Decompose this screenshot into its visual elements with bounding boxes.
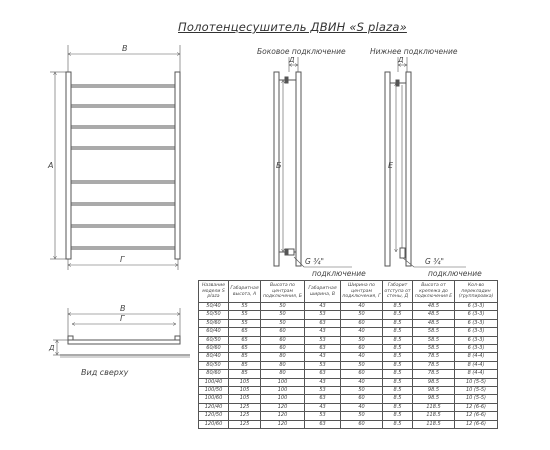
table-cell: 100/40 [199,378,229,386]
dim-label-d-side: Д [289,56,295,64]
table-cell: 118.5 [413,403,455,411]
table-cell: 100 [261,387,305,395]
table-cell: 63 [305,345,341,353]
table-cell: 78.5 [413,361,455,369]
table-cell: 78.5 [413,370,455,378]
table-cell: 10 (5-5) [455,387,498,395]
table-row [199,370,498,378]
table-cell: 50 [261,303,305,311]
table-cell: 80 [261,370,305,378]
table-cell: 8 (4-4) [455,353,498,361]
table-cell: 120/60 [199,420,229,428]
thread-label-side: G ¾" [305,257,324,266]
table-cell: 98.5 [413,387,455,395]
table-cell: 50 [341,336,383,344]
table-row [199,361,498,369]
table-cell: 80/60 [199,370,229,378]
table-cell: 80/50 [199,361,229,369]
table-cell: 43 [305,403,341,411]
table-cell: 55 [229,319,261,327]
table-cell: 63 [305,319,341,327]
table-cell: 85 [229,361,261,369]
table-cell: 105 [229,378,261,386]
table-cell: 40 [341,378,383,386]
dim-label-b: В [122,44,128,53]
table-cell: 50/60 [199,319,229,327]
table-cell: 100/50 [199,387,229,395]
page-title: Полотенцесушитель ДВИН «S plaza» [178,20,407,34]
table-cell: 53 [305,412,341,420]
col-header-width-g: Ширина по центрам подключения, Г [341,281,383,303]
table-cell: 78.5 [413,353,455,361]
dim-label-g: Г [120,255,125,264]
table-cell: 65 [229,328,261,336]
table-cell: 65 [229,336,261,344]
table-cell: 40 [341,403,383,411]
table-body [199,303,498,429]
table-cell: 50 [261,319,305,327]
table-row [199,336,498,344]
table-cell: 50 [341,311,383,319]
table-cell: 8.5 [383,420,413,428]
table-cell: 6 (3-3) [455,319,498,327]
table-cell: 8.5 [383,345,413,353]
table-cell: 43 [305,303,341,311]
table-cell: 8.5 [383,361,413,369]
table-header-row [199,281,498,303]
table-cell: 12 (6-6) [455,412,498,420]
table-cell: 60 [341,395,383,403]
table-cell: 43 [305,378,341,386]
front-view [50,45,180,270]
table-cell: 85 [229,353,261,361]
table-cell: 6 (3-3) [455,303,498,311]
table-cell: 48.5 [413,311,455,319]
dim-label-a: А [48,161,54,170]
table-cell: 80 [261,353,305,361]
table-cell: 105 [229,395,261,403]
table-row [199,328,498,336]
table-cell: 8.5 [383,311,413,319]
table-row [199,420,498,428]
dim-label-d-bottom: Д [398,56,404,64]
table-cell: 60 [261,345,305,353]
table-cell: 12 (6-6) [455,403,498,411]
table-cell: 63 [305,370,341,378]
table-cell: 125 [229,403,261,411]
dim-label-e: Е [388,161,394,170]
bottom-connection-view [385,57,466,267]
table-row [199,395,498,403]
table-cell: 60 [341,319,383,327]
table-cell: 48.5 [413,319,455,327]
side-connection-caption: Боковое подключение [257,47,346,56]
table-cell: 8.5 [383,378,413,386]
table-cell: 53 [305,311,341,319]
table-cell: 58.5 [413,345,455,353]
table-cell: 8.5 [383,370,413,378]
table-cell: 60 [261,336,305,344]
table-cell: 60 [341,345,383,353]
col-header-model: Название модели S plaza [199,281,229,303]
table-cell: 85 [229,370,261,378]
thread-label-bottom: G ¾" [425,257,444,266]
table-cell: 50 [261,311,305,319]
table-cell: 8.5 [383,395,413,403]
table-cell: 50 [341,361,383,369]
table-cell: 8.5 [383,353,413,361]
table-cell: 53 [305,387,341,395]
table-cell: 120/50 [199,412,229,420]
table-cell: 98.5 [413,378,455,386]
table-cell: 60/40 [199,328,229,336]
table-cell: 40 [341,303,383,311]
table-cell: 50/40 [199,303,229,311]
table-cell: 53 [305,361,341,369]
dim-label-g-top: Г [120,314,125,323]
table-cell: 43 [305,328,341,336]
table-cell: 105 [229,387,261,395]
table-row [199,378,498,386]
table-cell: 63 [305,395,341,403]
table-row [199,387,498,395]
table-cell: 60/60 [199,345,229,353]
crossbars [71,85,175,249]
table-cell: 80/40 [199,353,229,361]
top-view-caption: Вид сверху [81,368,129,377]
table-cell: 120 [261,403,305,411]
table-cell: 43 [305,353,341,361]
table-row [199,311,498,319]
table-cell: 6 (3-3) [455,311,498,319]
table-cell: 80 [261,361,305,369]
table-cell: 125 [229,412,261,420]
table-cell: 6 (3-3) [455,345,498,353]
table-cell: 63 [305,420,341,428]
table-cell: 6 (3-3) [455,336,498,344]
table-cell: 10 (5-5) [455,378,498,386]
table-cell: 40 [341,328,383,336]
bottom-connection-caption: Нижнее подключение [370,47,458,56]
table-cell: 50 [341,412,383,420]
table-cell: 50 [341,387,383,395]
table-cell: 120 [261,420,305,428]
table-cell: 8.5 [383,336,413,344]
table-cell: 60 [341,420,383,428]
table-cell: 8.5 [383,328,413,336]
col-header-bars: Кол-во перекладин (группировка) [455,281,498,303]
table-cell: 100/60 [199,395,229,403]
table-cell: 48.5 [413,303,455,311]
spec-table [198,280,498,429]
table-cell: 60 [261,328,305,336]
table-cell: 8.5 [383,303,413,311]
table-row [199,319,498,327]
table-row [199,403,498,411]
table-cell: 8 (4-4) [455,361,498,369]
table-row [199,353,498,361]
table-cell: 58.5 [413,328,455,336]
table-cell: 120/40 [199,403,229,411]
table-cell: 125 [229,420,261,428]
table-cell: 65 [229,345,261,353]
col-header-height-e: Высота от крепежа до подключения Е [413,281,455,303]
table-cell: 55 [229,303,261,311]
table-cell: 60 [341,370,383,378]
table-cell: 8.5 [383,412,413,420]
table-row [199,303,498,311]
table-cell: 8.5 [383,319,413,327]
connection-label-side: подключение [312,269,366,278]
col-header-height-b: Высота по центрам подключения, Б [261,281,305,303]
table-cell: 6 (3-3) [455,328,498,336]
table-row [199,412,498,420]
table-cell: 60/50 [199,336,229,344]
table-cell: 50/50 [199,311,229,319]
col-header-height-a: Габаритная высота, А [229,281,261,303]
dim-label-b-top: В [120,304,126,313]
col-header-width-v: Габаритная ширина, В [305,281,341,303]
table-cell: 8.5 [383,387,413,395]
dim-label-bh: Б [276,161,282,170]
table-cell: 98.5 [413,395,455,403]
table-cell: 40 [341,353,383,361]
col-header-offset-d: Габарит отступа от стены, Д [383,281,413,303]
table-cell: 55 [229,311,261,319]
table-cell: 10 (5-5) [455,395,498,403]
table-cell: 118.5 [413,412,455,420]
table-cell: 100 [261,395,305,403]
dim-label-d-top: Д [49,344,55,352]
table-row [199,345,498,353]
table-cell: 8.5 [383,403,413,411]
table-cell: 100 [261,378,305,386]
side-connection-view [274,57,352,267]
table-cell: 8 (4-4) [455,370,498,378]
table-cell: 58.5 [413,336,455,344]
table-cell: 118.5 [413,420,455,428]
table-cell: 12 (6-6) [455,420,498,428]
connection-label-bottom: подключение [428,269,482,278]
table-cell: 53 [305,336,341,344]
table-cell: 120 [261,412,305,420]
